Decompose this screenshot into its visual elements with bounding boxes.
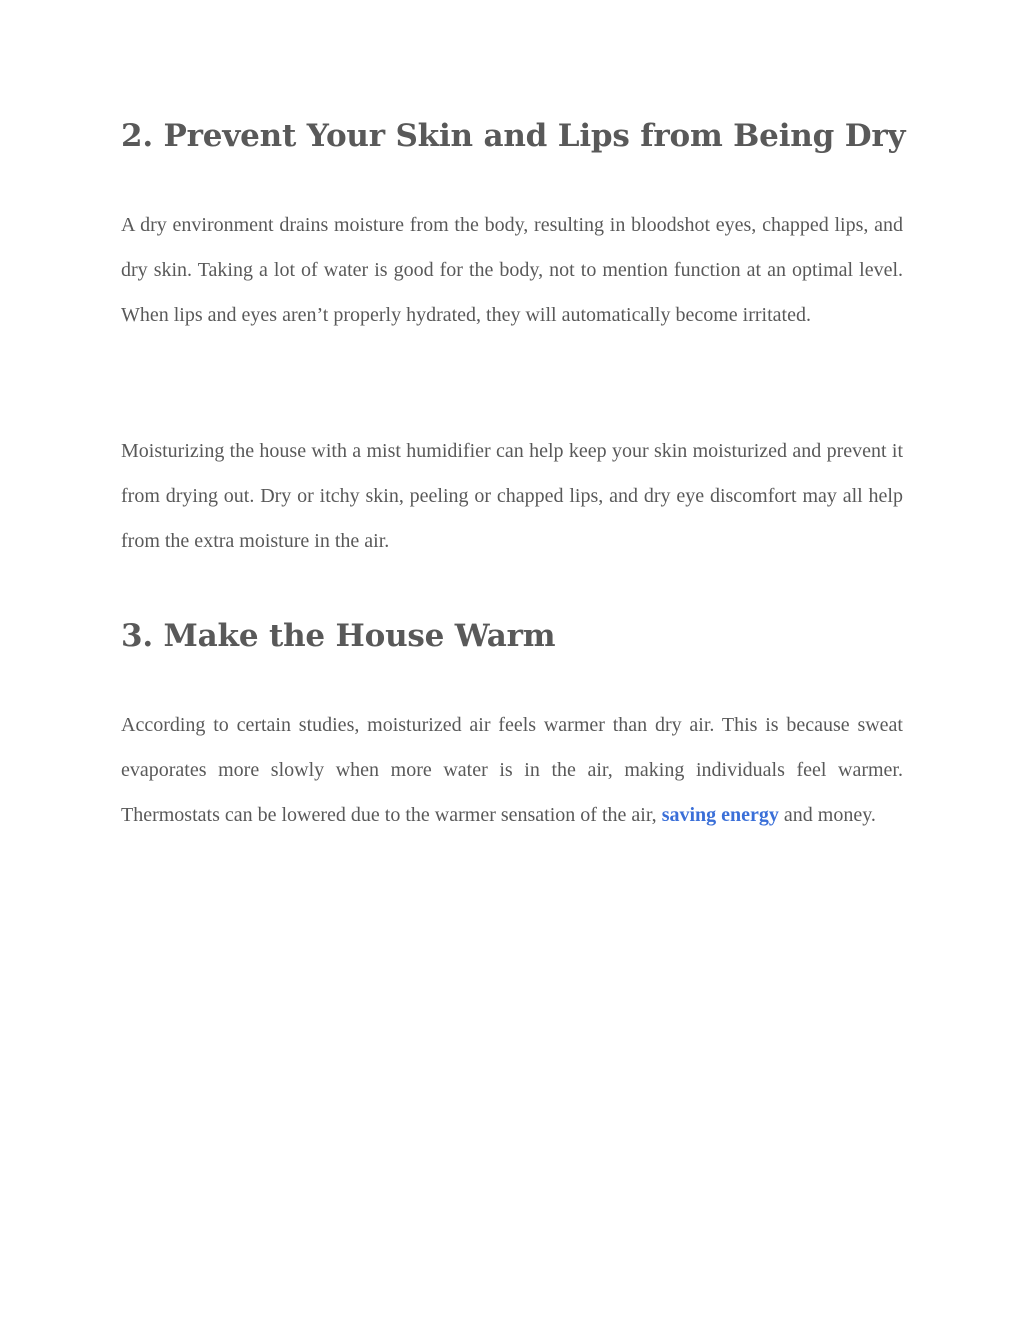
section-2-paragraph-2: Moisturizing the house with a mist humidifier can help keep your skin moisturized and prevent it from drying out. Dry or itchy skin, peeling or chapped lips, and dry eye discomfort may all help from the extra moisture in the air. xyxy=(121,440,903,552)
saving-energy-link[interactable]: saving energy xyxy=(661,804,779,826)
section-3-heading: 3. Make the House Warm xyxy=(121,618,556,654)
section-3-paragraph xyxy=(121,703,903,838)
section-2-paragraph-1: A dry environment drains moisture from the body, resulting in bloodshot eyes, chapped lips, and dry skin. Taking a lot of water is good for the body, not to mention function at an optimal level. When lips and eyes aren’t properly hydrated, they will automatically become irritated. xyxy=(121,214,903,326)
section-2-heading: 2. Prevent Your Skin and Lips from Being Dry xyxy=(121,118,906,154)
section-3-paragraph-tail: and money. xyxy=(778,804,876,826)
section-3-paragraph-text: According to certain studies, moisturized air feels warmer than dry air. This is because sweat evaporates more slowly when more water is in the air, making individuals feel warmer. Thermostats can be lowered due to the warmer sensation of the air, xyxy=(121,714,903,826)
